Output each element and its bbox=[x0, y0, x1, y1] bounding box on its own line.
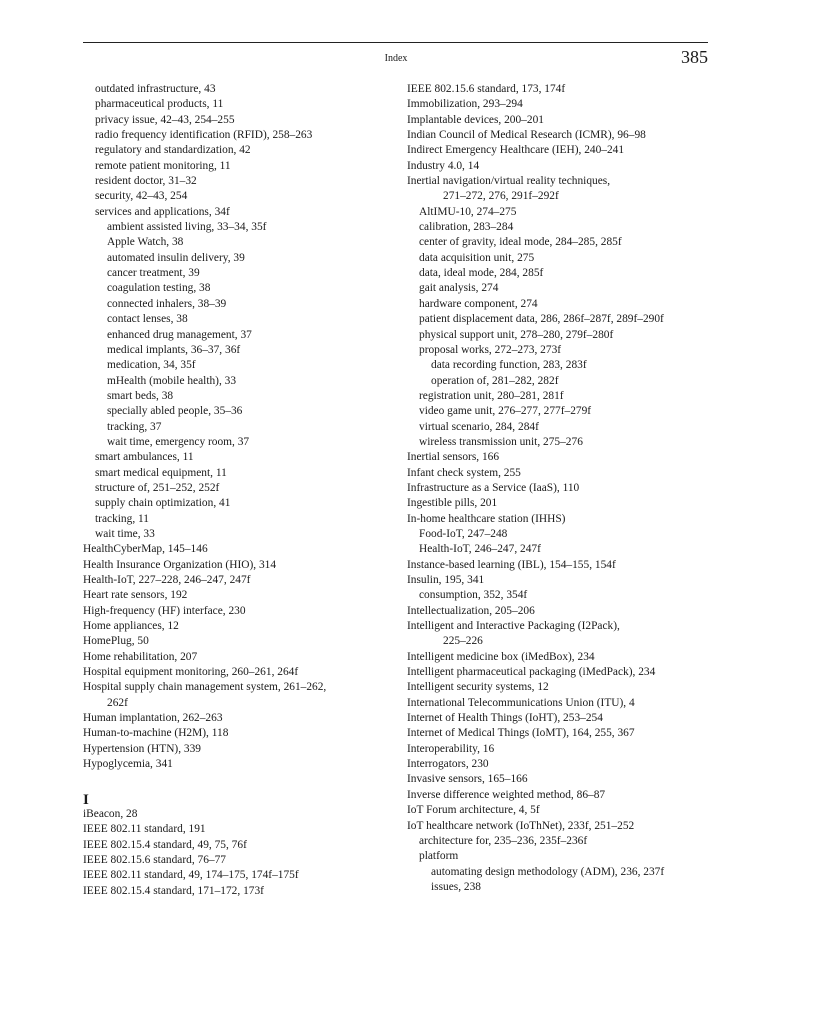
index-subentry: data acquisition unit, 275 bbox=[419, 251, 535, 264]
index-subentry: specially abled people, 35–36 bbox=[107, 405, 243, 418]
index-entry-continuation: 271–272, 276, 291f–292f bbox=[443, 190, 559, 203]
index-entry: IoT healthcare network (IoThNet), 233f, 251–252 bbox=[407, 819, 635, 832]
index-subentry: automating design methodology (ADM), 236, 237f bbox=[431, 865, 665, 878]
index-entry: International Telecommunications Union (ITU), 4 bbox=[407, 696, 635, 709]
index-subentry: medication, 34, 35f bbox=[107, 359, 196, 372]
index-entries-left-bottom bbox=[83, 807, 383, 899]
index-entry: Intelligent and Interactive Packaging (I2Pack), bbox=[407, 620, 620, 633]
header-rule bbox=[83, 42, 708, 43]
index-subentry: contact lenses, 38 bbox=[107, 313, 188, 326]
index-entry: Human-to-machine (H2M), 118 bbox=[83, 727, 229, 740]
index-entry: Ingestible pills, 201 bbox=[407, 497, 498, 510]
index-subentry: operation of, 281–282, 282f bbox=[431, 374, 559, 387]
index-entry: Inverse difference weighted method, 86–87 bbox=[407, 788, 606, 801]
index-entry: Interrogators, 230 bbox=[407, 758, 489, 771]
index-entry: IoT Forum architecture, 4, 5f bbox=[407, 804, 540, 817]
index-entry: Inertial sensors, 166 bbox=[407, 451, 500, 464]
index-subentry: patient displacement data, 286, 286f–287f, 289f–290f bbox=[419, 313, 664, 326]
index-entry-continuation: 225–226 bbox=[443, 635, 483, 648]
index-entries-right bbox=[407, 82, 712, 895]
index-subentry: hardware component, 274 bbox=[419, 297, 538, 310]
index-subentry: calibration, 283–284 bbox=[419, 221, 514, 234]
section-letter: I bbox=[83, 791, 89, 808]
index-entry: Internet of Medical Things (IoMT), 164, 255, 367 bbox=[407, 727, 635, 740]
index-subentry: architecture for, 235–236, 235f–236f bbox=[419, 834, 588, 847]
index-entry: IEEE 802.11 standard, 191 bbox=[83, 823, 206, 836]
index-entry: IEEE 802.15.4 standard, 171–172, 173f bbox=[83, 884, 264, 897]
index-subentry: enhanced drug management, 37 bbox=[107, 328, 252, 341]
index-entry: In-home healthcare station (IHHS) bbox=[407, 512, 566, 525]
index-subentry: data recording function, 283, 283f bbox=[431, 359, 587, 372]
index-subentry: tracking, 37 bbox=[107, 420, 162, 433]
index-entry: IEEE 802.15.6 standard, 76–77 bbox=[83, 853, 226, 866]
index-subentry: privacy issue, 42–43, 254–255 bbox=[95, 113, 235, 126]
index-entry: Hospital supply chain management system, 261–262, bbox=[83, 681, 327, 694]
index-subentry: radio frequency identification (RFID), 258–263 bbox=[95, 129, 313, 142]
index-entry: Hypertension (HTN), 339 bbox=[83, 742, 201, 755]
index-entry: Immobilization, 293–294 bbox=[407, 98, 523, 111]
index-subentry: services and applications, 34f bbox=[95, 205, 230, 218]
index-subentry: pharmaceutical products, 11 bbox=[95, 98, 224, 111]
index-subentry: outdated infrastructure, 43 bbox=[95, 83, 216, 95]
index-subentry: medical implants, 36–37, 36f bbox=[107, 343, 241, 356]
index-entry: Industry 4.0, 14 bbox=[407, 159, 480, 172]
index-subentry: structure of, 251–252, 252f bbox=[95, 481, 220, 494]
index-entry: Intelligent security systems, 12 bbox=[407, 681, 549, 694]
index-entry: Home rehabilitation, 207 bbox=[83, 650, 198, 663]
index-entry: Health-IoT, 227–228, 246–247, 247f bbox=[83, 574, 251, 586]
index-entry: Inertial navigation/virtual reality techniques, bbox=[407, 175, 611, 188]
index-entry: Interoperability, 16 bbox=[407, 742, 495, 755]
index-entry: Health Insurance Organization (HIO), 314 bbox=[83, 558, 277, 571]
index-entry: Intellectualization, 205–206 bbox=[407, 604, 535, 617]
index-entries-left-top bbox=[83, 82, 383, 772]
index-subentry: resident doctor, 31–32 bbox=[95, 175, 197, 188]
index-entry: IEEE 802.15.4 standard, 49, 75, 76f bbox=[83, 838, 247, 851]
index-subentry: data, ideal mode, 284, 285f bbox=[419, 267, 544, 280]
index-subentry: video game unit, 276–277, 277f–279f bbox=[419, 405, 592, 418]
index-subentry: automated insulin delivery, 39 bbox=[107, 251, 245, 264]
index-subentry: mHealth (mobile health), 33 bbox=[107, 374, 237, 387]
index-entry: Hypoglycemia, 341 bbox=[83, 758, 173, 771]
index-subentry: ambient assisted living, 33–34, 35f bbox=[107, 221, 267, 234]
index-entry-continuation: 262f bbox=[107, 696, 128, 709]
index-entry: iBeacon, 28 bbox=[83, 807, 138, 820]
index-subentry: physical support unit, 278–280, 279f–280f bbox=[419, 328, 614, 341]
index-subentry: Apple Watch, 38 bbox=[107, 236, 184, 249]
index-entry: Invasive sensors, 165–166 bbox=[407, 773, 528, 786]
index-entry: Instance-based learning (IBL), 154–155, 154f bbox=[407, 558, 616, 571]
index-subentry: cancer treatment, 39 bbox=[107, 267, 200, 280]
section-gap bbox=[83, 772, 383, 787]
index-entry: HomePlug, 50 bbox=[83, 635, 149, 648]
index-entry: Insulin, 195, 341 bbox=[407, 574, 485, 586]
index-subentry: supply chain optimization, 41 bbox=[95, 497, 231, 510]
index-subentry: AltIMU-10, 274–275 bbox=[419, 205, 517, 218]
index-subentry: smart beds, 38 bbox=[107, 389, 174, 402]
index-subentry: wait time, 33 bbox=[95, 527, 155, 540]
index-subentry: Food-IoT, 247–248 bbox=[419, 527, 508, 540]
index-subentry: security, 42–43, 254 bbox=[95, 190, 188, 203]
index-column-right bbox=[407, 82, 712, 895]
running-head: Index bbox=[384, 53, 408, 64]
index-entry: Heart rate sensors, 192 bbox=[83, 589, 188, 602]
index-subentry: platform bbox=[419, 850, 459, 863]
index-entry: Implantable devices, 200–201 bbox=[407, 113, 544, 126]
index-entry: Hospital equipment monitoring, 260–261, 264f bbox=[83, 666, 299, 679]
index-entry: IEEE 802.15.6 standard, 173, 174f bbox=[407, 83, 566, 95]
index-column-left bbox=[83, 82, 383, 899]
index-entry: IEEE 802.11 standard, 49, 174–175, 174f–175f bbox=[83, 869, 299, 882]
index-subentry: wait time, emergency room, 37 bbox=[107, 435, 250, 448]
index-subentry: remote patient monitoring, 11 bbox=[95, 159, 231, 172]
index-subentry: coagulation testing, 38 bbox=[107, 282, 211, 295]
index-entry: High-frequency (HF) interface, 230 bbox=[83, 604, 246, 617]
index-entry: Internet of Health Things (IoHT), 253–254 bbox=[407, 712, 603, 725]
index-subentry: issues, 238 bbox=[431, 880, 481, 893]
index-subentry: gait analysis, 274 bbox=[419, 282, 499, 295]
page-number: 385 bbox=[681, 47, 708, 67]
index-subentry: center of gravity, ideal mode, 284–285, 285f bbox=[419, 236, 622, 249]
index-entry: Indian Council of Medical Research (ICMR), 96–98 bbox=[407, 129, 646, 142]
index-entry: Intelligent medicine box (iMedBox), 234 bbox=[407, 650, 595, 663]
index-subentry: tracking, 11 bbox=[95, 512, 149, 525]
index-entry: Infrastructure as a Service (IaaS), 110 bbox=[407, 481, 580, 494]
index-subentry: wireless transmission unit, 275–276 bbox=[419, 435, 583, 448]
index-subentry: Health-IoT, 246–247, 247f bbox=[419, 543, 541, 556]
index-subentry: smart medical equipment, 11 bbox=[95, 466, 227, 479]
index-entry: Intelligent pharmaceutical packaging (iMedPack), 234 bbox=[407, 666, 656, 679]
index-subentry: virtual scenario, 284, 284f bbox=[419, 420, 539, 433]
index-entry: Human implantation, 262–263 bbox=[83, 712, 223, 725]
index-entry: HealthCyberMap, 145–146 bbox=[83, 543, 208, 556]
index-subentry: smart ambulances, 11 bbox=[95, 451, 194, 464]
index-subentry: connected inhalers, 38–39 bbox=[107, 297, 227, 310]
index-subentry: proposal works, 272–273, 273f bbox=[419, 343, 562, 356]
index-subentry: registration unit, 280–281, 281f bbox=[419, 389, 564, 402]
index-entry: Home appliances, 12 bbox=[83, 620, 179, 633]
index-entry: Indirect Emergency Healthcare (IEH), 240–241 bbox=[407, 144, 625, 157]
index-entry: Infant check system, 255 bbox=[407, 466, 521, 479]
index-subentry: regulatory and standardization, 42 bbox=[95, 144, 251, 157]
index-subentry: consumption, 352, 354f bbox=[419, 589, 528, 602]
